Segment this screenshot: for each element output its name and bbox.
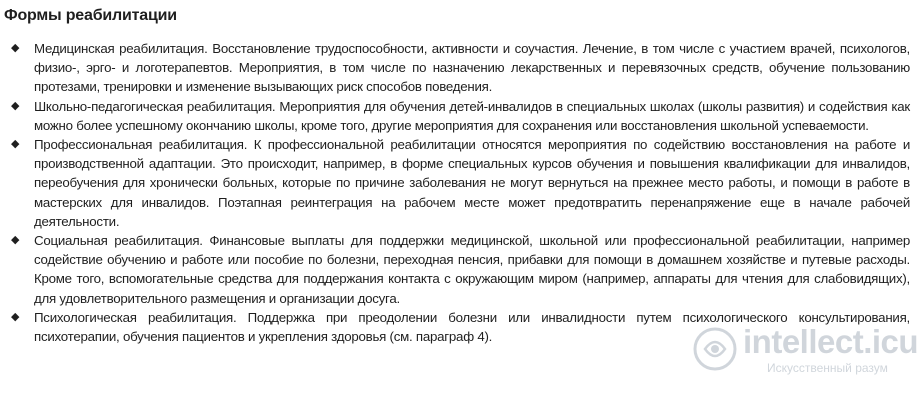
diamond-bullet-icon: ◆	[11, 234, 20, 247]
list-item-text: Медицинская реабилитация. Восстановление трудоспособности, активности и соучастия. Лечение, в том числе с участием врачей, психологов, физио-, эрго- и логотерапевтов. Мероприятия, в том числе по назначению лекарственных и перевязочных средств, обучение пользованию протезами, тренировки и изменение вызывающих риск способов поведения.	[34, 41, 910, 95]
diamond-bullet-icon: ◆	[11, 99, 20, 112]
list-item-school	[4, 97, 910, 135]
list-item-text: Социальная реабилитация. Финансовые выплаты для поддержки медицинской, школьной или профессиональной реабилитации, например содействие обучению и работе или пособие по болезни, переходная пенсия, прибавки для помощи в домашнем хозяйстве и путевые расходы. Кроме того, вспомогательные средства для поддержания контакта с окружающим миром (например, аппараты для чтения для слабовидящих), для удовлетворительного размещения и организации досуга.	[34, 233, 910, 306]
watermark-text: intellect.icu	[743, 323, 918, 360]
list-item-text: Профессиональная реабилитация. К профессиональной реабилитации относятся мероприятия по содействию восстановления на работе и производственной адаптации. Это происходит, например, в форме специальных курсов обучения и повышения квалификации для инвалидов, переобучения для хронически больных, которые по причине заболевания не могут вернуться на прежнее место работы, и помощи в работе в мастерских для инвалидов. Поэтапная реинтеграция на рабочем месте может предотвратить перенапряжение еще в начале рабочей деятельности.	[34, 137, 910, 229]
section-heading: Формы реабилитации	[4, 7, 177, 24]
diamond-bullet-icon: ◆	[11, 310, 20, 323]
watermark	[691, 323, 918, 383]
rehabilitation-forms-list	[4, 39, 910, 346]
watermark-subtext: Искусственный разум	[767, 361, 888, 375]
list-item-text: Школьно-педагогическая реабилитация. Мероприятия для обучения детей-инвалидов в специальных школах (школы развития) и содействия как можно более успешному окончанию школы, кроме того, другие мероприятия для сохранения или восстановления школьной успеваемости.	[34, 98, 910, 133]
list-item-medical	[4, 39, 910, 97]
diamond-bullet-icon: ◆	[11, 138, 20, 151]
diamond-bullet-icon: ◆	[11, 42, 20, 54]
list-item-professional	[4, 135, 910, 231]
brain-logo-icon	[691, 325, 739, 373]
list-item-social	[4, 231, 910, 308]
list-item-text: Психологическая реабилитация. Поддержка при преодолении болезни или инвалидности путем психологического консультирования, психотерапии, обучения пациентов и укрепления здоровья (см. параграф 4).	[34, 309, 910, 345]
